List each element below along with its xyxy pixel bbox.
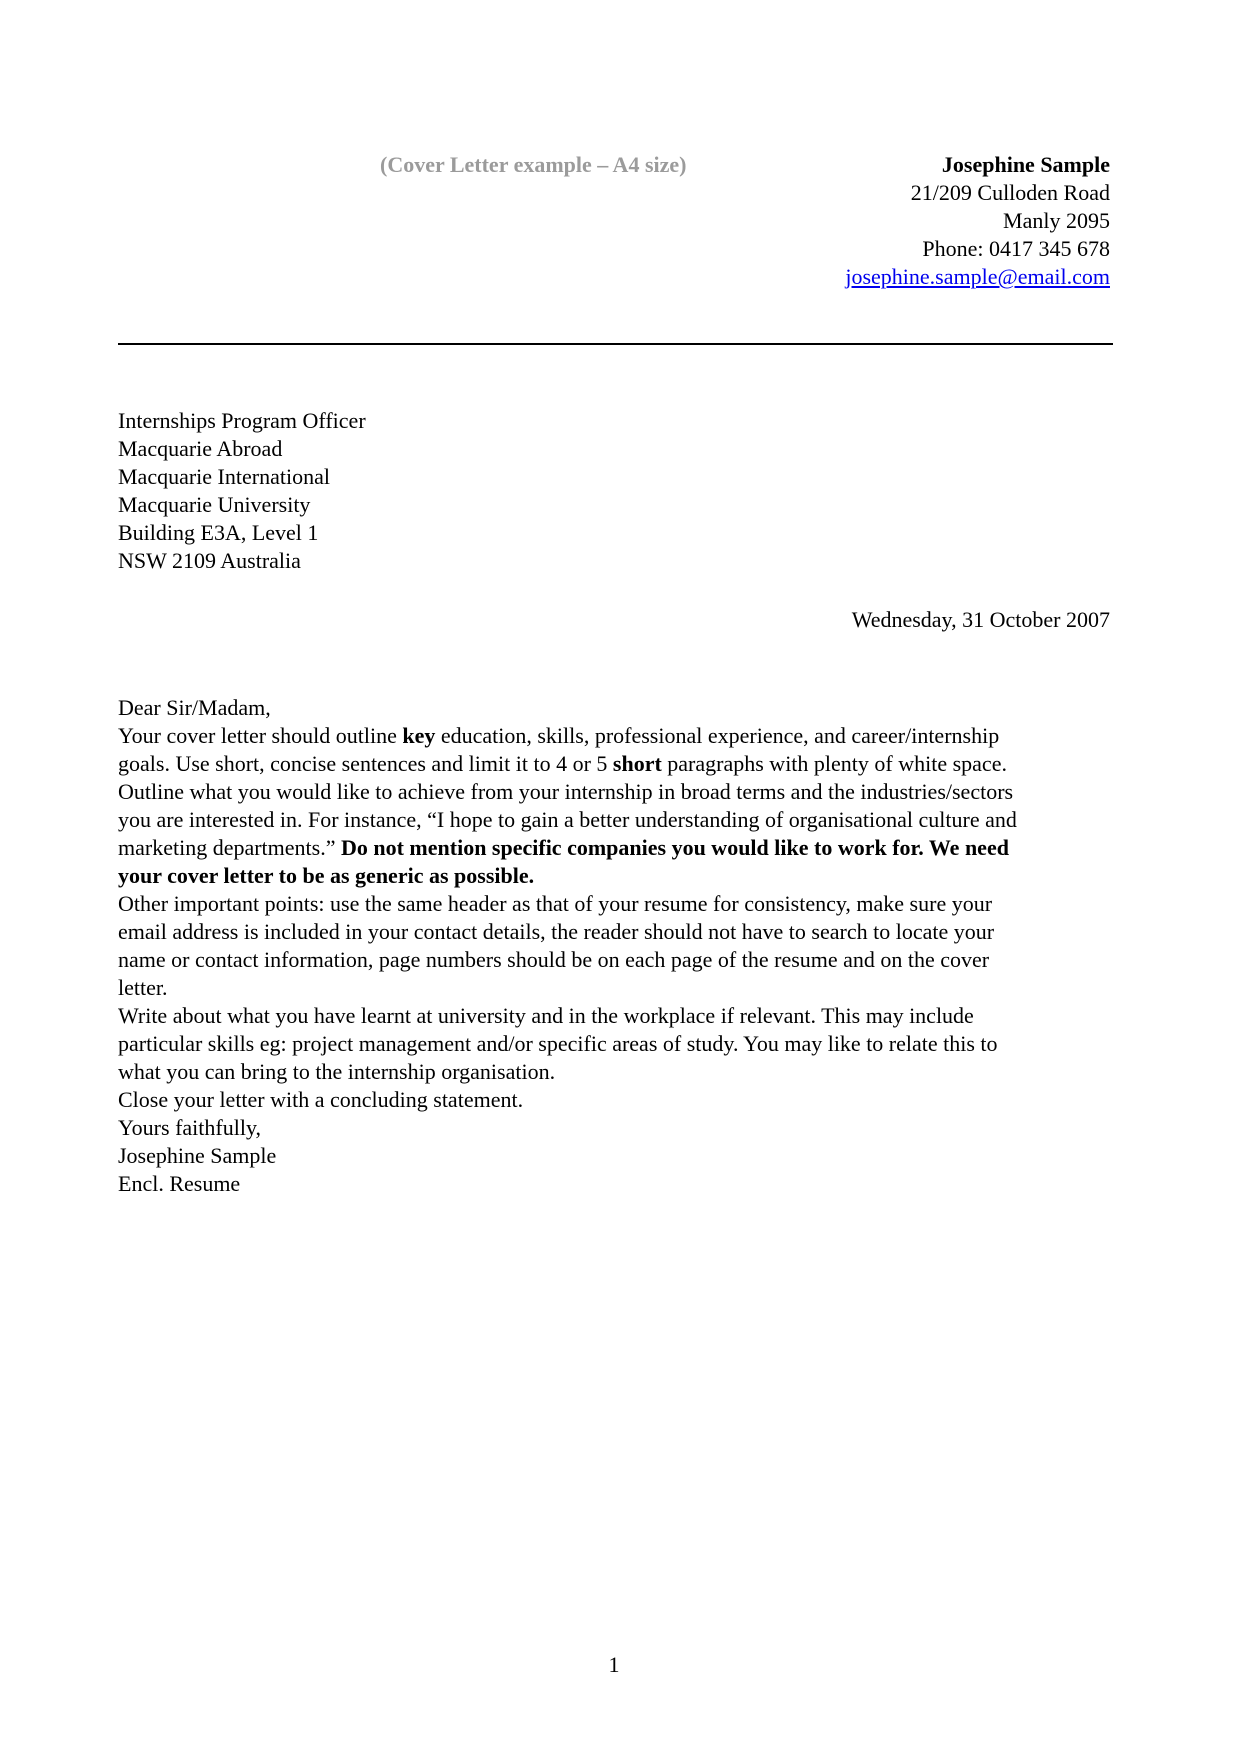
- recipient-line: Macquarie International: [118, 464, 330, 489]
- recipient-address-block: [118, 407, 366, 575]
- enclosure-note: Encl. Resume: [118, 1171, 241, 1196]
- watermark-label: (Cover Letter example – A4 size): [380, 152, 687, 177]
- header-divider-line: [118, 343, 1113, 345]
- sender-email-link[interactable]: josephine.sample@email.com: [845, 264, 1110, 289]
- valediction: Yours faithfully,: [118, 1115, 262, 1140]
- sender-contact-block: [845, 151, 1110, 291]
- recipient-line: Macquarie Abroad: [118, 436, 283, 461]
- sender-address-line: 21/209 Culloden Road: [910, 180, 1110, 205]
- sender-address-line: Manly 2095: [1003, 208, 1110, 233]
- signature-name: Josephine Sample: [118, 1143, 277, 1168]
- recipient-line: Macquarie University: [118, 492, 311, 517]
- body-paragraph: Outline what you would like to achieve from your internship in broad terms and the industries/sectors you are interested in. For instance, “I hope to gain a better understanding of organisational culture and marketing departments.” Do not mention specific companies you would like to work for. We need your cover letter to be as generic as possible.: [118, 779, 1017, 888]
- body-paragraph: Other important points: use the same header as that of your resume for consistency, make sure your email address is included in your contact details, the reader should not have to search to locate your name or contact information, page numbers should be on each page of the resume and on the cover letter.: [118, 891, 995, 1000]
- body-paragraph: Write about what you have learnt at university and in the workplace if relevant. This may include particular skills eg: project management and/or specific areas of study. You may like to relate this to what you can bring to the internship organisation.: [118, 1003, 998, 1084]
- recipient-line: NSW 2109 Australia: [118, 548, 301, 573]
- sender-phone-line: Phone: 0417 345 678: [922, 236, 1110, 261]
- recipient-line: Building E3A, Level 1: [118, 520, 319, 545]
- salutation: Dear Sir/Madam,: [118, 695, 271, 720]
- letter-body: [118, 694, 1023, 1198]
- page-number: 1: [608, 1652, 620, 1677]
- body-paragraph: Your cover letter should outline key education, skills, professional experience, and career/internship goals. Use short, concise sentences and limit it to 4 or 5 short paragraphs with plenty of white space.: [118, 723, 1007, 776]
- body-paragraph: Close your letter with a concluding statement.: [118, 1087, 524, 1112]
- date-line: Wednesday, 31 October 2007: [851, 607, 1110, 632]
- recipient-line: Internships Program Officer: [118, 408, 366, 433]
- sender-name: Josephine Sample: [941, 152, 1110, 177]
